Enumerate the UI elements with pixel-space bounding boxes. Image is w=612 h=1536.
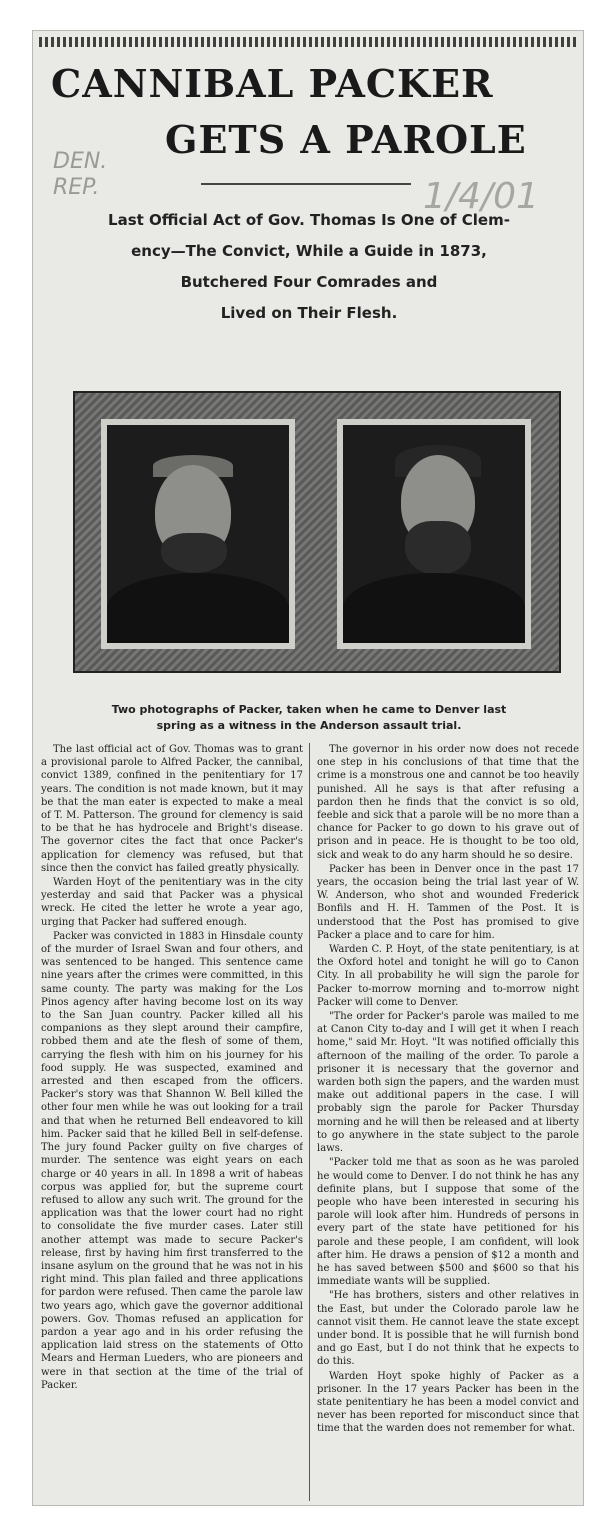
article-paragraph: Warden Hoyt of the penitentiary was in the city yesterday and said that Packer was a physical wreck. He cited the letter he wrote a year ago, urging that Packer had suffered enough. bbox=[41, 877, 303, 928]
article-paragraph: Packer has been in Denver once in the past 17 years, the occasion being the trial last year of W. W. Anderson, who shot and wounded Frederick Bonfils and H. H. Tammen of the Post. It is understood that the Post has promised to give Packer a place and to care for him. bbox=[317, 863, 579, 941]
headline-divider bbox=[201, 183, 411, 185]
article-paragraph: "Packer told me that as soon as he was paroled he would come to Denver. I do not think he has any definite plans, but I suppose that some of the people who have been interested in securing his parole will look after him. Hundreds of persons in every part of the state have petitioned for his parole and these people, I am confident, will look after him. He draws a pension of $12 a month and he has saved between $500 and $600 so that his immediate wants will be supplied. bbox=[317, 1157, 579, 1288]
headline-line-1: CANNIBAL PACKER bbox=[51, 61, 494, 106]
decorative-border bbox=[39, 37, 577, 47]
portrait-beard bbox=[161, 533, 227, 573]
article-paragraph: Warden C. P. Hoyt, of the state penitentiary, is at the Oxford hotel and tonight he will go to Canon City. In all probability he will sign the parole for Packer to-morrow morning and to-morrow night Packer will come to Denver. bbox=[317, 944, 579, 1008]
article-paragraph: The governor in his order now does not recede one step in his conclusions of that time that the crime is a monstrous one and cannot be too heavily punished. All he says is that after refusing a pardon then he finds that the convict is so old, feeble and sick that a parole will be no more than a chance for Packer to go down to his grave out of prison and in peace. He is thought to be too old, sick and weak to do any harm should he so desire. bbox=[317, 744, 579, 861]
portrait-beard bbox=[405, 521, 471, 575]
archive-stamp-date: 1/4/01 bbox=[423, 176, 539, 217]
column-divider bbox=[309, 743, 310, 1501]
article-paragraph: Packer was convicted in 1883 in Hinsdale county of the murder of Israel Swan and four others, and was sentenced to be hanged. This sentence came nine years after the crimes were committed, in this same county. The party was making for the Los Pinos agency after having become lost on its way to the San Juan country. Packer killed all his companions as they slept around their campfire, robbed them and ate the flesh of some of them, carrying the flesh with him on his journey for his food supply. He was suspected, examined and arrested and then escaped from the officers. Packer's story was that Shannon W. Bell killed the other four men while he was out looking for a trail and that when he returned Bell endeavored to kill him. Packer said that he killed Bell in self-defense. The jury found Packer guilty on five charges of murder. The sentence was eight years on each charge or 40 years in all. In 1898 a writ of habeas corpus was applied for, but the supreme court refused to allow any such writ. The ground for the application was that the lower court had no right to consolidate the five murder cases. Later still another attempt was made to secure Packer's release, first by having him first transferred to the insane asylum on the ground that he was not in his right mind. This plan failed and three applications for pardon were refused. Then came the parole law two years ago, which gave the governor additional powers. Gov. Thomas refused an application for pardon a year ago and in his order refusing the application laid stress on the statements of Otto Mears and Herman Lueders, who are pioneers and were in that section at the time of the trial of Packer. bbox=[41, 930, 303, 1391]
archive-stamp-line-2: REP. bbox=[53, 175, 100, 200]
article-right-column bbox=[317, 743, 579, 1501]
article-paragraph: "He has brothers, sisters and other relatives in the East, but under the Colorado parole law he cannot visit them. He cannot leave the state except under bond. It is possible that he will furnish bond and go East, but I do not think that he expects to do this. bbox=[317, 1290, 579, 1368]
article-paragraph: Warden Hoyt spoke highly of Packer as a prisoner. In the 17 years Packer has been in the state penitentiary he has been a model convict and never has been reported for misconduct since that time that the warden does not remember for what. bbox=[317, 1370, 579, 1435]
photo-frame bbox=[73, 391, 561, 673]
subheadline-line-4: Lived on Their Flesh. bbox=[220, 304, 398, 322]
article-paragraph: "The order for Packer's parole was mailed to me at Canon City to-day and I will get it when I reach home," said Mr. Hoyt. "It was notified officially this afternoon of the mailing of the order. To parole a prisoner it is necessary that the governor and warden both sign the papers, and the warden must make out additional papers in the case. I will probably sign the parole for Packer Thursday morning and he will then be released and at liberty to go anywhere in the state subject to the parole laws. bbox=[317, 1011, 579, 1155]
headline-line-2: GETS A PAROLE bbox=[165, 117, 527, 162]
archive-stamp-line-1: DEN. bbox=[53, 149, 108, 174]
photo-caption-line-1: Two photographs of Packer, taken when he came to Denver last bbox=[111, 703, 507, 716]
subheadline-line-3: Butchered Four Comrades and bbox=[180, 273, 438, 291]
portrait-photo-right bbox=[337, 419, 531, 649]
portrait-coat bbox=[107, 573, 289, 643]
portrait-coat bbox=[343, 573, 525, 643]
subheadline-line-2: ency—The Convict, While a Guide in 1873, bbox=[131, 242, 487, 260]
subheadline-line-1: Last Official Act of Gov. Thomas Is One of Clem- bbox=[108, 211, 510, 229]
photo-caption-line-2: spring as a witness in the Anderson assault trial. bbox=[156, 719, 462, 732]
article-left-column bbox=[41, 743, 303, 1501]
article-paragraph: The last official act of Gov. Thomas was to grant a provisional parole to Alfred Packer, the cannibal, convict 1389, confined in the penitentiary for 17 years. The condition is not made known, but it may be that the man eater is expected to make a meal of T. M. Patterson. The ground for clemency is said to be that he has hydrocele and Bright's disease. The governor cites the fact that once Packer's application for clemency was refused, but that since then the convict has failed greatly physically. bbox=[41, 744, 303, 874]
portrait-photo-left bbox=[101, 419, 295, 649]
newspaper-clipping bbox=[32, 30, 584, 1506]
